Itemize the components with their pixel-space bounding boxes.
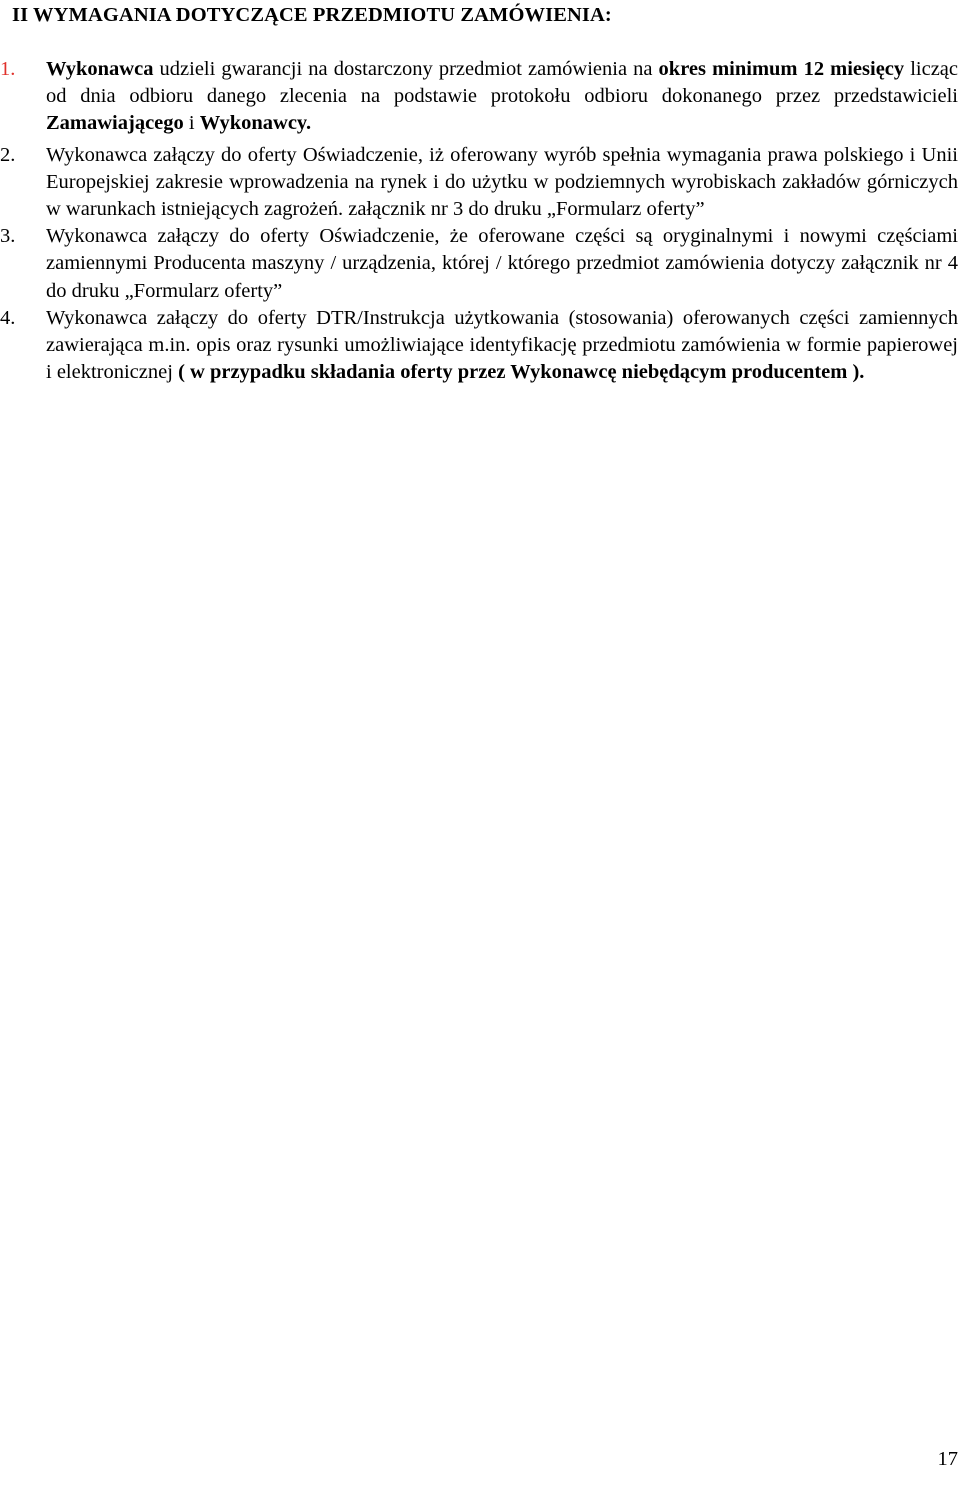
list-item <box>0 223 960 305</box>
text-segment: ( w przypadku składania oferty przez Wykonawcę niebędącym producentem ). <box>178 361 865 384</box>
list-item <box>0 142 960 224</box>
list-item-number: 4. <box>0 306 16 329</box>
section-heading: II WYMAGANIA DOTYCZĄCE PRZEDMIOTU ZAMÓWIENIA: <box>12 4 612 26</box>
text-segment: Wykonawca załączy do oferty DTR/Instrukcja użytkowania (stosowania) oferowanych części zamiennych zawierająca m.in. opis oraz rysunki umożliwiające identyfikację przedmiotu zamówienia w formie papierowej i elektronicznej <box>46 306 958 384</box>
text-segment: Wykonawca załączy do oferty Oświadczenie, iż oferowany wyrób spełnia wymagania prawa polskiego i Unii Europejskiej zakresie wprowadzenia na rynek i do użytku w podziemnych wyrobiskach zakładów górniczych w warunkach istniejących zagrożeń. załącznik nr 3 do druku „Formularz oferty” <box>46 143 958 221</box>
text-segment: Zamawiającego <box>46 112 184 135</box>
list-item <box>0 56 960 138</box>
text-segment: Wykonawca załączy do oferty Oświadczenie, że oferowane części są oryginalnymi i nowymi częściami zamiennymi Producenta maszyny / urządzenia, której / którego przedmiot zamówienia dotyczy załącznik nr 4 do druku „Formularz oferty” <box>46 225 958 302</box>
text-segment: licząc od dnia odbioru danego zlecenia na podstawie protokołu odbioru dokonanego przez przedstawicieli <box>46 58 959 108</box>
list-item-number: 3. <box>0 225 16 248</box>
page-number: 17 <box>937 1448 958 1470</box>
list-item-number: 2. <box>0 143 16 166</box>
text-segment: udzieli gwarancji na dostarczony przedmiot zamówienia na <box>153 58 659 80</box>
text-segment: Wykonawca <box>46 58 154 80</box>
list-item-number: 1. <box>0 58 16 80</box>
list-item <box>0 305 960 387</box>
requirements-list <box>0 56 960 386</box>
text-segment: Wykonawcy. <box>199 112 312 135</box>
text-segment: okres minimum 12 miesięcy <box>658 58 905 80</box>
text-segment: i <box>183 112 200 135</box>
